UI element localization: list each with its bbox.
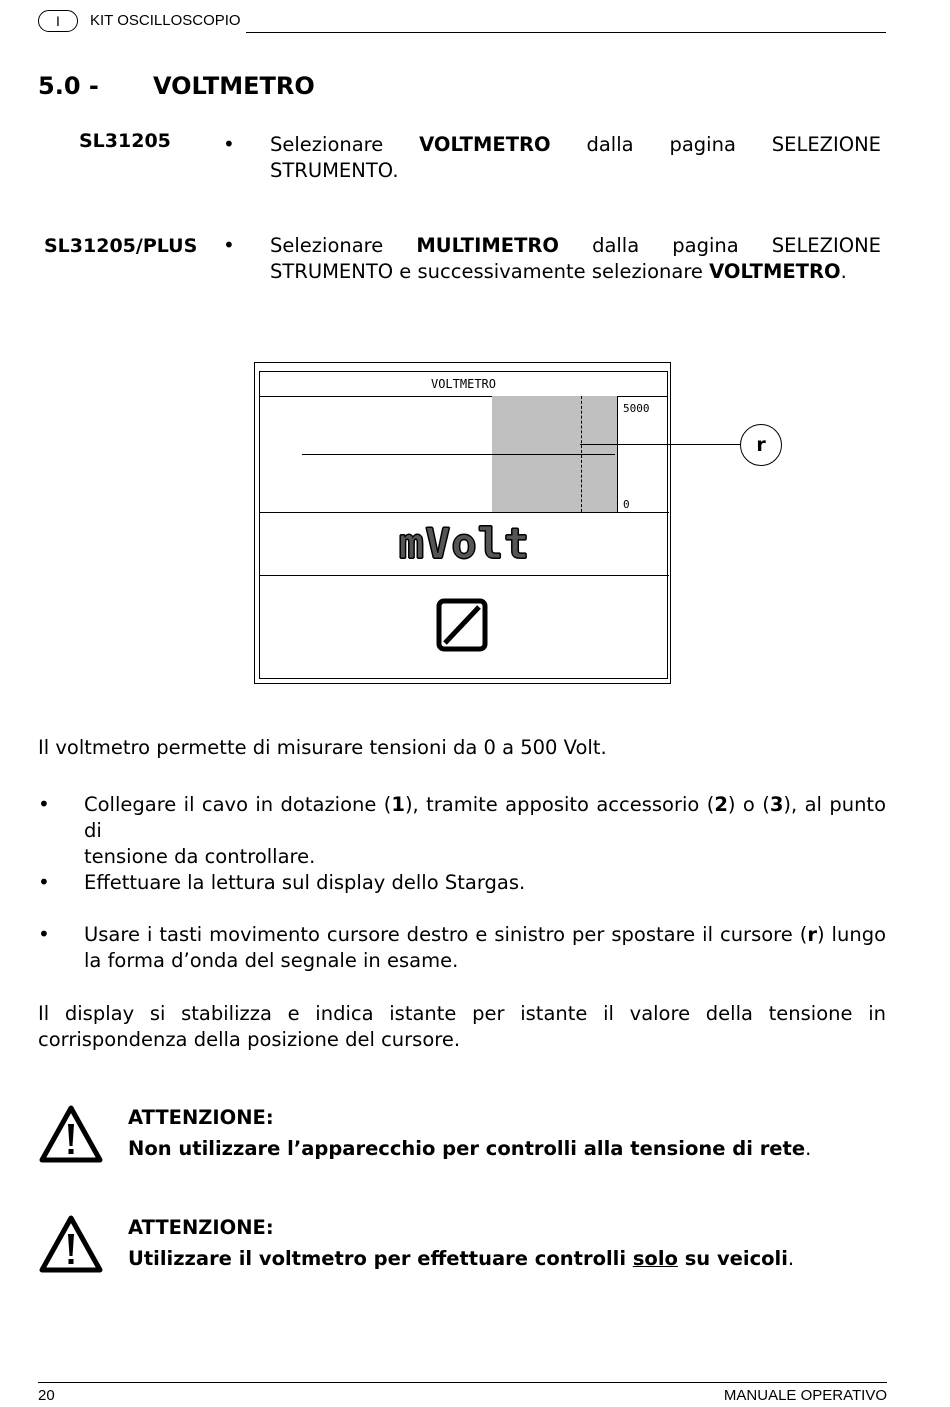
intro-text: Il voltmetro permette di misurare tensioni da 0 a 500 Volt. — [38, 736, 607, 759]
closing-paragraph: Il display si stabilizza e indica istante per istante il valore della tensione in corrispondenza della posizione del cursore. — [38, 1002, 886, 1051]
bullet-reading: Effettuare la lettura sul display dello Stargas. — [84, 871, 526, 894]
language-badge: I — [38, 10, 78, 32]
callout-line — [580, 444, 740, 445]
model-sl31205-plus: SL31205/PLUS — [44, 235, 198, 257]
bullet-cursor: Usare i tasti movimento cursore destro e sinistro per spostare il cursore (r) lungo la forma d’onda del segnale in esame. — [84, 923, 886, 972]
section-number: 5.0 - — [38, 72, 99, 100]
warning-icon — [38, 1214, 104, 1278]
unit-box — [260, 512, 669, 576]
header-title: KIT OSCILLOSCOPIO — [90, 12, 241, 29]
section-title: VOLTMETRO — [153, 72, 315, 100]
scale-max: 5000 — [623, 402, 650, 415]
warning-text: Utilizzare il voltmetro per effettuare controlli solo su veicoli. — [128, 1247, 795, 1270]
model-sl31205-instruction: Selezionare VOLTMETRO dalla pagina SELEZIONE STRUMENTO. — [270, 133, 882, 182]
bullet: • — [38, 922, 50, 946]
bullet: • — [38, 870, 50, 894]
warning-icon — [38, 1104, 104, 1168]
graph-axis — [617, 396, 618, 512]
model-sl31205-plus-instruction: Selezionare MULTIMETRO dalla pagina SELEZIONE STRUMENTO e successivamente selezionare VOLTMETRO. — [270, 234, 881, 283]
display-title: VOLTMETRO — [260, 372, 667, 397]
bullet: • — [223, 132, 235, 156]
warning-text: Non utilizzare l’apparecchio per controlli alla tensione di rete. — [128, 1137, 812, 1160]
cursor-line — [581, 396, 582, 512]
footer-rule — [38, 1382, 887, 1383]
signal-trace — [302, 454, 615, 455]
bullet: • — [38, 792, 50, 816]
stop-icon — [436, 598, 488, 656]
page-number: 20 — [38, 1387, 55, 1404]
model-sl31205: SL31205 — [79, 130, 171, 152]
voltmeter-display — [254, 362, 671, 684]
warning-title: ATTENZIONE: — [128, 1106, 274, 1129]
display-graph — [260, 396, 667, 512]
unit-label: mVolt — [398, 519, 531, 568]
scale-min: 0 — [623, 498, 630, 511]
header-rule — [246, 32, 886, 33]
bullet-connect-cable: Collegare il cavo in dotazione (1), tramite apposito accessorio (2) o (3), al punto di tensione da controllare. — [84, 793, 887, 868]
cursor-callout: r — [740, 424, 782, 466]
footer-manual-title: MANUALE OPERATIVO — [723, 1387, 887, 1404]
bullet: • — [223, 233, 235, 257]
warning-title: ATTENZIONE: — [128, 1216, 274, 1239]
